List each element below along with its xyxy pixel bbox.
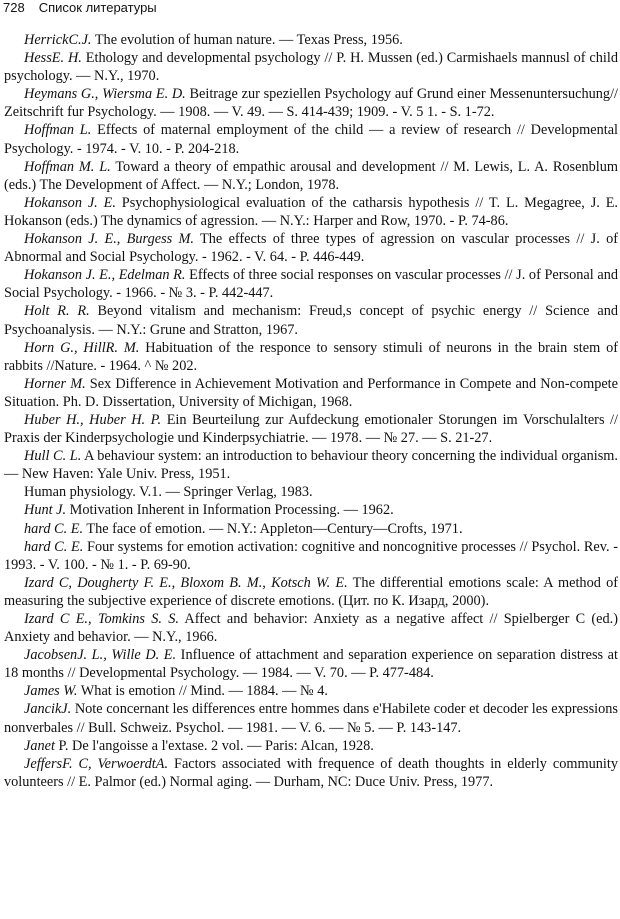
reference-author: Hokanson J. E. <box>24 194 116 211</box>
reference-author: Hoffman M. L. <box>24 158 111 175</box>
section-title: Список литературы <box>38 0 157 15</box>
reference-entry <box>4 31 618 49</box>
reference-text: Influence of attachment and separation experience on separation distress at 18 months // Developmental Psychology. — 1984. — V. 70. — P. 477-484. <box>4 647 618 682</box>
reference-text: Four systems for emotion activation: cognitive and noncognitive processes // Psychol. Rev. - 1993. - V. 100. - № 1. - P. 69-90. <box>4 538 618 573</box>
reference-list <box>4 31 618 791</box>
reference-entry <box>4 230 618 266</box>
reference-author: HerrickC.J. <box>24 32 92 48</box>
reference-author: JeffersF. C, VerwoerdtA. <box>24 755 169 772</box>
reference-text: Sex Difference in Achievement Motivation and Performance in Compete and Non-compete Situation. Ph. D. Dissertation, University of Michigan, 1968. <box>4 375 619 410</box>
reference-text: Toward a theory of empathic arousal and development // M. Lewis, L. A. Rosenblum (eds.) The Development of Affect. — N.Y.; London, 1978. <box>4 158 618 193</box>
reference-entry <box>4 646 618 682</box>
reference-text: The evolution of human nature. — Texas Press, 1956. <box>91 32 403 48</box>
reference-author: Hokanson J. E., Edelman R. <box>24 267 186 284</box>
reference-author: Huber H., Huber H. P. <box>24 411 162 428</box>
reference-text: The effects of three types of agression on vascular processes // J. of Abnormal and Social Psychology. - 1962. - V. 64. - P. 446-449. <box>4 231 618 266</box>
reference-text: The face of emotion. — N.Y.: Appleton—Century—Crofts, 1971. <box>83 520 463 537</box>
reference-author: Izard C E., Tomkins S. S. <box>24 611 179 627</box>
reference-text: A behaviour system: an introduction to behaviour theory concerning the individual organism. — New Haven: Yale Univ. Press, 1951. <box>4 448 618 483</box>
reference-author: hard C. E. <box>24 538 84 555</box>
reference-author: James W. <box>24 683 78 700</box>
reference-text: Ein Beurteilung zur Aufdeckung emotionaler Storungen im Vorschulalters // Praxis der Kinderpsychologie und Kinderpsychiatrie. — 1978. — № 27. — S. 21-27. <box>4 411 619 447</box>
running-header <box>3 0 157 20</box>
reference-entry <box>4 49 618 85</box>
reference-entry <box>4 574 618 610</box>
reference-author: JancikJ. <box>24 701 72 718</box>
reference-entry <box>4 194 618 230</box>
page-number: 728 <box>3 0 25 15</box>
reference-entry <box>4 447 618 483</box>
reference-text: Habituation of the responce to sensory stimuli of neurons in the brain stem of rabbits //Nature. - 1964. ^ № 202. <box>4 339 618 374</box>
reference-entry <box>4 411 618 447</box>
reference-author: Hokanson J. E., Burgess M. <box>24 231 194 248</box>
reference-entry <box>4 755 618 791</box>
reference-entry <box>4 737 618 755</box>
reference-entry <box>4 158 618 194</box>
reference-entry <box>4 700 618 736</box>
reference-text: Motivation Inherent in Information Processing. — 1962. <box>66 502 394 519</box>
reference-author: Horner M. <box>24 375 86 392</box>
reference-entry <box>4 610 618 646</box>
reference-author: Holt R. R. <box>24 303 90 320</box>
reference-entry <box>4 339 618 375</box>
reference-text: Factors associated with frequence of death thoughts in elderly community volunteers // E. Palmor (ed.) Normal aging. — Durham, NC: Duce Univ. Press, 1977. <box>4 755 618 790</box>
reference-author: JacobsenJ. L., Wille D. E. <box>24 647 177 664</box>
reference-text: Ethology and developmental psychology // P. H. Mussen (ed.) Carmishaels mannusl of child psychology. — N.Y., 1970. <box>4 50 618 85</box>
reference-entry <box>4 520 618 538</box>
reference-entry <box>4 302 618 338</box>
reference-entry <box>4 266 618 302</box>
reference-text: Human physiology. V.1. — Springer Verlag, 1983. <box>24 484 313 501</box>
reference-text: Beyond vitalism and mechanism: Freud,s concept of psychic energy // Science and Psychoanalysis. — N.Y.: Grune and Stratton, 1967. <box>4 303 618 338</box>
reference-entry <box>4 538 618 574</box>
reference-text: What is emotion // Mind. — 1884. — № 4. <box>77 683 328 700</box>
reference-text: Affect and behavior: Anxiety as a negative affect // Spielberger C (ed.) Anxiety and behavior. — N.Y., 1966. <box>4 611 618 646</box>
reference-entry <box>4 682 618 700</box>
reference-text: Effects of three social responses on vascular processes // J. of Personal and Social Psychology. - 1966. - № 3. - P. 442-447. <box>4 267 618 302</box>
reference-text: Beitrage zur speziellen Psychology auf Grund einer Messenuntersuchung// Zeitschrift fur Psychology. — 1908. — V. 49. — S. 414-439; 1909. - V. 5 1. - S. 1-72. <box>4 86 619 121</box>
reference-text: Effects of maternal employment of the child — a review of research // Developmental Psychology. - 1974. - V. 10. - P. 204-218. <box>4 122 619 157</box>
reference-entry <box>4 483 618 501</box>
reference-text: Psychophysiological evaluation of the catharsis hypothesis // T. L. Megagree, J. E. Hokanson (eds.) The dynamics of agression. — N.Y.: Harper and Row, 1970. - P. 74-86. <box>4 194 618 229</box>
reference-entry <box>4 375 618 411</box>
reference-author: Izard C, Dougherty F. E., Bloxom B. M., Kotsch W. E. <box>24 574 348 591</box>
reference-author: Hoffman L. <box>24 122 92 139</box>
reference-author: Hunt J. <box>24 502 67 519</box>
reference-text: P. De l'angoisse a l'extase. 2 vol. — Paris: Alcan, 1928. <box>54 737 374 754</box>
reference-entry <box>4 121 618 157</box>
reference-text: The differential emotions scale: A method of measuring the subjective experience of discrete emotions. (Цит. по К. Изард, 2000). <box>4 574 618 609</box>
reference-entry <box>4 85 618 121</box>
reference-author: HessE. H. <box>24 50 82 67</box>
reference-author: Horn G., HillR. M. <box>24 339 140 356</box>
reference-text: Note concernant les differences entre hommes dans e'Habilete coder et decoder les expressions nonverbales // Bull. Schweiz. Psychol. — 1981. — V. 6. — № 5. — P. 143-147. <box>4 701 618 736</box>
reference-entry <box>4 501 618 519</box>
reference-author: Janet <box>24 737 55 754</box>
reference-author: Heymans G., Wiersma E. D. <box>24 86 186 103</box>
reference-author: hard C. E. <box>24 520 84 537</box>
reference-author: Hull C. L. <box>24 448 82 465</box>
